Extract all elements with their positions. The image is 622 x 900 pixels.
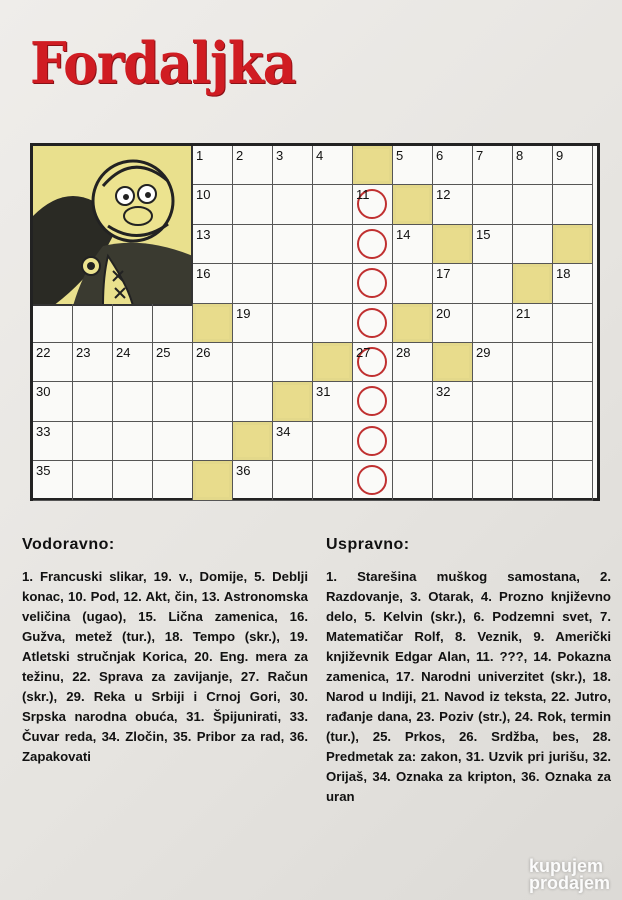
grid-cell[interactable] (233, 382, 273, 421)
grid-cell[interactable] (393, 422, 433, 461)
grid-cell[interactable] (273, 225, 313, 264)
puzzle-title: Fordaljka (30, 30, 296, 98)
grid-cell[interactable] (393, 461, 433, 500)
clue-number: 28 (396, 345, 411, 360)
circled-cell-marker (357, 308, 387, 338)
clue-number: 4 (316, 148, 324, 163)
down-clues (326, 535, 611, 807)
grid-cell[interactable] (153, 382, 193, 421)
grid-cell[interactable] (513, 461, 553, 500)
grid-cell[interactable] (473, 461, 513, 500)
clue-number: 1 (196, 148, 204, 163)
shaded-cell (313, 343, 353, 382)
circled-cell-marker (357, 229, 387, 259)
grid-cell[interactable] (313, 422, 353, 461)
grid-cell[interactable] (153, 343, 193, 382)
shaded-cell (513, 264, 553, 303)
circled-cell-marker (357, 386, 387, 416)
watermark-line1: kupujem (528, 856, 603, 876)
shaded-cell (553, 225, 593, 264)
grid-cell[interactable] (153, 422, 193, 461)
grid-cell[interactable] (353, 461, 393, 500)
grid-cell[interactable] (393, 225, 433, 264)
watermark-line2: prodajem (528, 873, 610, 893)
grid-cell[interactable] (473, 304, 513, 343)
clue-number: 17 (436, 266, 451, 282)
grid-cell[interactable] (513, 225, 553, 264)
circled-cell-marker (357, 465, 387, 495)
clue-number: 30 (36, 384, 51, 400)
grid-cell[interactable] (393, 146, 433, 185)
clue-number: 12 (436, 187, 451, 203)
clue-number: 24 (116, 345, 131, 360)
clue-number: 33 (36, 423, 51, 439)
grid-cell[interactable] (273, 185, 313, 224)
watermark (529, 858, 610, 892)
grid-cell[interactable] (393, 382, 433, 421)
grid-cell[interactable] (433, 461, 473, 500)
grid-cell[interactable] (113, 382, 153, 421)
clue-number: 32 (436, 384, 451, 400)
grid-cell[interactable] (513, 185, 553, 224)
grid-cell[interactable] (273, 343, 313, 382)
shaded-cell (433, 225, 473, 264)
grid-cell[interactable] (273, 146, 313, 185)
grid-cell[interactable] (193, 185, 233, 224)
clue-number: 16 (196, 266, 211, 282)
grid-cell[interactable] (233, 225, 273, 264)
grid-cell[interactable] (193, 382, 233, 421)
grid-cell[interactable] (433, 422, 473, 461)
grid-cell[interactable] (553, 304, 593, 343)
down-text: 1. Starešina muškog samostana, 2. Razdovanje, 3. Otarak, 4. Prozno književno delo, 5. Kelvin (skr.), 6. Podzemni svet, 7. Matematičar Rolf, 8. Veznik, 9. Američki književnik Edgar Alan, 11. ???, 14. Pokazna zamenica, 17. Narodni univerzitet (skr.), 18. Narod u Indiji, 21. Navod iz teksta, 22. Jutro, rađanje dana, 23. Poziv (str.), 24. Rok, termin (tur.), 25. Prkos, 26. Srdžba, bes, 28. Predmetak za: zakon, 31. Uzvik pri jurišu, 32. Orijaš, 34. Oznaka za kripton, 36. Oznaka za uran (326, 569, 611, 804)
grid-cell[interactable] (313, 146, 353, 185)
grid-cell[interactable] (353, 264, 393, 303)
grid-cell[interactable] (33, 382, 73, 421)
grid-cell[interactable] (473, 343, 513, 382)
clue-number: 10 (196, 187, 211, 203)
clue-number: 3 (276, 148, 284, 163)
shaded-cell (193, 304, 233, 343)
across-text: 1. Francuski slikar, 19. v., Domije, 5. Deblji konac, 10. Pod, 12. Akt, čin, 13. Astronomska veličina (ugao), 15. Lična zamenica, 16. Gužva, metež (tur.), 18. Tempo (skr.), 19. Atletski stručnjak Korica, 20. Eng. mera za težinu, 22. Sprava za zavijanje, 27. Račun (skr.), 29. Reka u Srbiji i Crnoj Gori, 30. Srpska narodna obuća, 31. Špijunirati, 33. Čuvar reda, 34. Zločin, 35. Pribor za rad, 36. Zapakovati (22, 569, 308, 764)
grid-cell[interactable] (193, 146, 233, 185)
grid-cell[interactable] (473, 382, 513, 421)
clue-number: 19 (236, 305, 251, 321)
clue-number: 18 (556, 266, 571, 282)
cartoon-figure-icon (33, 146, 193, 306)
grid-cell[interactable] (113, 343, 153, 382)
grid-cell[interactable] (553, 343, 593, 382)
clue-number: 21 (516, 305, 531, 321)
grid-cell[interactable] (153, 461, 193, 500)
grid-cell[interactable] (433, 146, 473, 185)
grid-cell[interactable] (513, 146, 553, 185)
across-clues (22, 535, 308, 767)
grid-cell[interactable] (73, 343, 113, 382)
grid-cell[interactable] (313, 382, 353, 421)
grid-cell[interactable] (513, 422, 553, 461)
grid-cell[interactable] (153, 304, 193, 343)
grid-cell[interactable] (553, 461, 593, 500)
clue-number: 2 (236, 148, 244, 163)
grid-cell[interactable] (73, 461, 113, 500)
clue-number: 7 (476, 148, 484, 163)
grid-cell[interactable] (273, 264, 313, 303)
clue-number: 20 (436, 305, 451, 321)
clue-number: 9 (556, 148, 564, 163)
grid-cell[interactable] (473, 146, 513, 185)
clue-number: 34 (276, 423, 291, 439)
grid-cell[interactable] (353, 225, 393, 264)
grid-cell[interactable] (273, 304, 313, 343)
grid-cell[interactable] (233, 461, 273, 500)
grid-cell[interactable] (113, 422, 153, 461)
grid-cell[interactable] (113, 461, 153, 500)
clue-number: 11 (356, 187, 370, 203)
grid-cell[interactable] (553, 422, 593, 461)
shaded-cell (273, 382, 313, 421)
shaded-cell (393, 185, 433, 224)
shaded-cell (193, 461, 233, 500)
clue-number: 35 (36, 463, 51, 479)
grid-cell[interactable] (313, 264, 353, 303)
grid-cell[interactable] (433, 185, 473, 224)
grid-cell[interactable] (273, 422, 313, 461)
clue-number: 26 (196, 345, 211, 360)
grid-cell[interactable] (513, 304, 553, 343)
clue-number: 23 (76, 345, 91, 360)
clue-number: 36 (236, 463, 251, 479)
grid-cell[interactable] (33, 343, 73, 382)
grid-cell[interactable] (393, 343, 433, 382)
grid-cell[interactable] (433, 304, 473, 343)
crossword-grid (30, 143, 600, 501)
grid-cell[interactable] (233, 343, 273, 382)
clue-number: 29 (476, 345, 491, 360)
grid-cell[interactable] (313, 304, 353, 343)
clue-number: 25 (156, 345, 171, 360)
grid-cell[interactable] (433, 264, 473, 303)
shaded-cell (393, 304, 433, 343)
grid-cell[interactable] (193, 225, 233, 264)
grid-cell[interactable] (393, 264, 433, 303)
clue-number: 27 (356, 345, 371, 360)
grid-cell[interactable] (353, 185, 393, 224)
grid-cell[interactable] (513, 343, 553, 382)
clue-number: 22 (36, 345, 51, 360)
down-heading: Uspravno: (326, 536, 410, 553)
grid-cell[interactable] (433, 382, 473, 421)
shaded-cell (433, 343, 473, 382)
grid-cell[interactable] (313, 461, 353, 500)
grid-cell[interactable] (273, 461, 313, 500)
grid-cell[interactable] (113, 304, 153, 343)
grid-cell[interactable] (33, 461, 73, 500)
grid-cell[interactable] (353, 422, 393, 461)
shaded-cell (233, 422, 273, 461)
clue-number: 15 (476, 226, 491, 242)
circled-cell-marker (357, 426, 387, 456)
grid-cell[interactable] (353, 343, 393, 382)
grid-cell[interactable] (553, 146, 593, 185)
grid-cell[interactable] (473, 185, 513, 224)
grid-cell[interactable] (313, 185, 353, 224)
grid-cell[interactable] (233, 185, 273, 224)
grid-cell[interactable] (73, 304, 113, 343)
grid-cell[interactable] (513, 382, 553, 421)
grid-cell[interactable] (33, 422, 73, 461)
grid-cell[interactable] (193, 264, 233, 303)
grid-cell[interactable] (353, 304, 393, 343)
clue-number: 8 (516, 148, 524, 163)
grid-cell[interactable] (233, 264, 273, 303)
grid-cell[interactable] (353, 382, 393, 421)
circled-cell-marker (357, 268, 387, 298)
grid-cell[interactable] (473, 264, 513, 303)
grid-cell[interactable] (233, 146, 273, 185)
grid-cell[interactable] (193, 343, 233, 382)
grid-cell[interactable] (233, 304, 273, 343)
grid-cell[interactable] (553, 185, 593, 224)
clue-number: 13 (196, 226, 211, 242)
grid-cell[interactable] (313, 225, 353, 264)
across-heading: Vodoravno: (22, 536, 115, 553)
grid-cell[interactable] (33, 304, 73, 343)
grid-cell[interactable] (553, 382, 593, 421)
grid-cell[interactable] (473, 225, 513, 264)
grid-cell[interactable] (73, 382, 113, 421)
shaded-cell (353, 146, 393, 185)
grid-cell[interactable] (553, 264, 593, 303)
clue-number: 6 (436, 148, 444, 163)
grid-cell[interactable] (473, 422, 513, 461)
clue-number: 14 (396, 226, 411, 242)
grid-cell[interactable] (193, 422, 233, 461)
clue-number: 31 (316, 384, 331, 400)
grid-cell[interactable] (73, 422, 113, 461)
cartoon-illustration (33, 146, 193, 306)
clue-number: 5 (396, 148, 404, 163)
